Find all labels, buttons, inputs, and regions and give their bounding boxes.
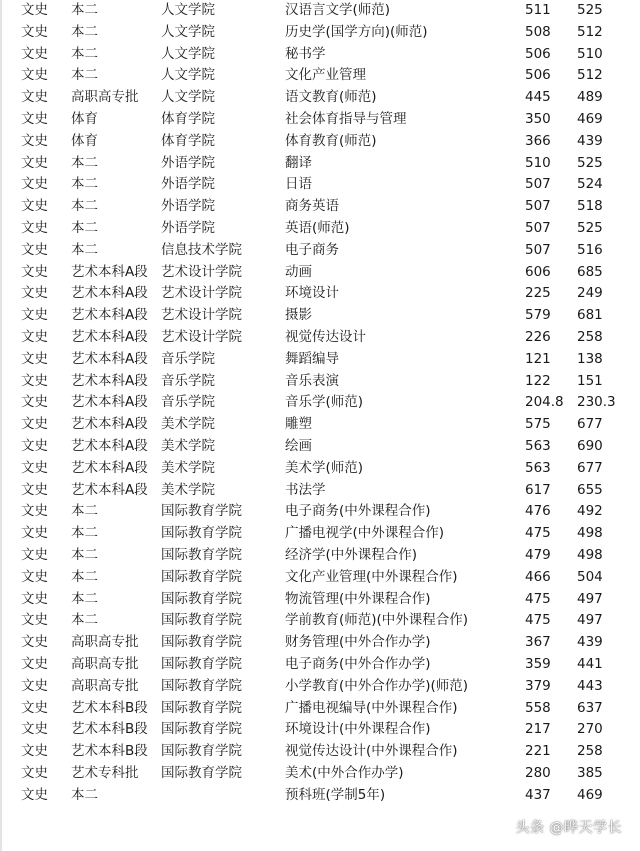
category-cell: 文史 — [21, 437, 48, 454]
batch-cell: 艺术本科A段 — [71, 416, 148, 433]
major-cell: 社会体育指导与管理 — [285, 110, 407, 127]
table-row — [0, 589, 639, 611]
college-cell: 艺术设计学院 — [161, 263, 242, 280]
batch-cell: 本二 — [71, 176, 98, 193]
max-score-cell: 497 — [577, 612, 603, 629]
college-cell: 美术学院 — [161, 416, 215, 433]
batch-cell: 本二 — [71, 23, 98, 40]
table-row — [0, 392, 639, 414]
batch-cell: 本二 — [71, 612, 98, 629]
batch-cell: 高职高专批 — [71, 634, 139, 651]
category-cell: 文史 — [21, 525, 48, 542]
table-row — [0, 109, 639, 131]
min-score-cell: 121 — [525, 350, 551, 367]
min-score-cell: 366 — [525, 132, 551, 149]
college-cell: 艺术设计学院 — [161, 328, 242, 345]
batch-cell: 艺术本科B段 — [71, 721, 148, 738]
max-score-cell: 249 — [577, 285, 603, 302]
college-cell: 人文学院 — [161, 89, 215, 106]
batch-cell: 艺术本科A段 — [71, 481, 148, 498]
min-score-cell: 122 — [525, 372, 551, 389]
min-score-cell: 204.8 — [525, 394, 564, 411]
college-cell: 国际教育学院 — [161, 568, 242, 585]
major-cell: 历史学(国学方向)(师范) — [285, 23, 428, 40]
min-score-cell: 617 — [525, 481, 551, 498]
min-score-cell: 507 — [525, 198, 551, 215]
min-score-cell: 445 — [525, 89, 551, 106]
max-score-cell: 637 — [577, 699, 603, 716]
min-score-cell: 506 — [525, 45, 551, 62]
category-cell: 文史 — [21, 743, 48, 760]
min-score-cell: 475 — [525, 525, 551, 542]
college-cell: 国际教育学院 — [161, 764, 242, 781]
table-row — [0, 349, 639, 371]
table-row — [0, 218, 639, 240]
table-row — [0, 0, 639, 22]
max-score-cell: 230.3 — [577, 394, 616, 411]
table-row — [0, 371, 639, 393]
major-cell: 学前教育(师范)(中外课程合作) — [285, 612, 469, 629]
major-cell: 小学教育(中外合作办学)(师范) — [285, 677, 469, 694]
college-cell: 国际教育学院 — [161, 655, 242, 672]
major-cell: 环境设计 — [285, 285, 339, 302]
table-row — [0, 65, 639, 87]
category-cell: 文史 — [21, 503, 48, 520]
category-cell: 文史 — [21, 634, 48, 651]
max-score-cell: 504 — [577, 568, 603, 585]
batch-cell: 艺术本科A段 — [71, 328, 148, 345]
max-score-cell: 524 — [577, 176, 603, 193]
table-row — [0, 567, 639, 589]
major-cell: 汉语言文学(师范) — [285, 2, 391, 18]
category-cell: 文史 — [21, 328, 48, 345]
category-cell: 文史 — [21, 786, 48, 803]
table-row — [0, 153, 639, 175]
min-score-cell: 563 — [525, 437, 551, 454]
max-score-cell: 525 — [577, 154, 603, 171]
max-score-cell: 469 — [577, 786, 603, 803]
college-cell: 人文学院 — [161, 67, 215, 84]
batch-cell: 艺术本科A段 — [71, 372, 148, 389]
min-score-cell: 579 — [525, 307, 551, 324]
batch-cell: 本二 — [71, 2, 98, 18]
table-row — [0, 698, 639, 720]
table-row — [0, 741, 639, 763]
batch-cell: 高职高专批 — [71, 677, 139, 694]
college-cell: 音乐学院 — [161, 350, 215, 367]
batch-cell: 艺术本科A段 — [71, 263, 148, 280]
major-cell: 书法学 — [285, 481, 326, 498]
college-cell: 艺术设计学院 — [161, 285, 242, 302]
min-score-cell: 507 — [525, 176, 551, 193]
batch-cell: 本二 — [71, 154, 98, 171]
max-score-cell: 489 — [577, 89, 603, 106]
category-cell: 文史 — [21, 176, 48, 193]
college-cell: 音乐学院 — [161, 372, 215, 389]
major-cell: 环境设计(中外课程合作) — [285, 721, 431, 738]
min-score-cell: 475 — [525, 612, 551, 629]
min-score-cell: 367 — [525, 634, 551, 651]
major-cell: 电子商务(中外课程合作) — [285, 503, 431, 520]
min-score-cell: 575 — [525, 416, 551, 433]
min-score-cell: 606 — [525, 263, 551, 280]
major-cell: 摄影 — [285, 307, 312, 324]
min-score-cell: 350 — [525, 110, 551, 127]
min-score-cell: 437 — [525, 786, 551, 803]
college-cell: 音乐学院 — [161, 394, 215, 411]
max-score-cell: 498 — [577, 546, 603, 563]
batch-cell: 艺术本科A段 — [71, 394, 148, 411]
category-cell: 文史 — [21, 546, 48, 563]
category-cell: 文史 — [21, 568, 48, 585]
table-row — [0, 196, 639, 218]
major-cell: 商务英语 — [285, 198, 339, 215]
category-cell: 文史 — [21, 459, 48, 476]
min-score-cell: 507 — [525, 219, 551, 236]
table-row — [0, 87, 639, 109]
batch-cell: 本二 — [71, 503, 98, 520]
category-cell: 文史 — [21, 764, 48, 781]
batch-cell: 艺术本科B段 — [71, 699, 148, 716]
category-cell: 文史 — [21, 241, 48, 258]
major-cell: 音乐表演 — [285, 372, 339, 389]
table-row — [0, 283, 639, 305]
category-cell: 文史 — [21, 263, 48, 280]
category-cell: 文史 — [21, 154, 48, 171]
max-score-cell: 498 — [577, 525, 603, 542]
min-score-cell: 476 — [525, 503, 551, 520]
min-score-cell: 221 — [525, 743, 551, 760]
college-cell: 国际教育学院 — [161, 634, 242, 651]
min-score-cell: 359 — [525, 655, 551, 672]
college-cell: 美术学院 — [161, 481, 215, 498]
college-cell: 美术学院 — [161, 437, 215, 454]
college-cell: 国际教育学院 — [161, 699, 242, 716]
table-row — [0, 22, 639, 44]
min-score-cell: 280 — [525, 764, 551, 781]
batch-cell: 本二 — [71, 241, 98, 258]
max-score-cell: 492 — [577, 503, 603, 520]
batch-cell: 高职高专批 — [71, 89, 139, 106]
batch-cell: 艺术本科A段 — [71, 350, 148, 367]
table-row — [0, 719, 639, 741]
category-cell: 文史 — [21, 23, 48, 40]
college-cell: 体育学院 — [161, 132, 215, 149]
max-score-cell: 525 — [577, 2, 603, 18]
max-score-cell: 441 — [577, 655, 603, 672]
college-cell: 外语学院 — [161, 219, 215, 236]
max-score-cell: 439 — [577, 132, 603, 149]
category-cell: 文史 — [21, 45, 48, 62]
college-cell: 美术学院 — [161, 459, 215, 476]
max-score-cell: 655 — [577, 481, 603, 498]
major-cell: 舞蹈编导 — [285, 350, 339, 367]
college-cell: 人文学院 — [161, 2, 215, 18]
batch-cell: 艺术本科A段 — [71, 459, 148, 476]
college-cell: 国际教育学院 — [161, 590, 242, 607]
college-cell: 外语学院 — [161, 154, 215, 171]
college-cell: 人文学院 — [161, 45, 215, 62]
min-score-cell: 379 — [525, 677, 551, 694]
major-cell: 日语 — [285, 176, 312, 193]
college-cell: 国际教育学院 — [161, 503, 242, 520]
max-score-cell: 439 — [577, 634, 603, 651]
category-cell: 文史 — [21, 132, 48, 149]
major-cell: 电子商务(中外合作办学) — [285, 655, 431, 672]
max-score-cell: 512 — [577, 67, 603, 84]
category-cell: 文史 — [21, 307, 48, 324]
college-cell: 国际教育学院 — [161, 743, 242, 760]
major-cell: 视觉传达设计(中外课程合作) — [285, 743, 458, 760]
table-row — [0, 305, 639, 327]
max-score-cell: 270 — [577, 721, 603, 738]
batch-cell: 本二 — [71, 45, 98, 62]
table-row — [0, 174, 639, 196]
category-cell: 文史 — [21, 219, 48, 236]
college-cell: 国际教育学院 — [161, 546, 242, 563]
min-score-cell: 508 — [525, 23, 551, 40]
table-row — [0, 654, 639, 676]
college-cell: 国际教育学院 — [161, 612, 242, 629]
college-cell: 艺术设计学院 — [161, 307, 242, 324]
category-cell: 文史 — [21, 2, 48, 18]
max-score-cell: 258 — [577, 328, 603, 345]
category-cell: 文史 — [21, 416, 48, 433]
table-row — [0, 480, 639, 502]
category-cell: 文史 — [21, 285, 48, 302]
college-cell: 国际教育学院 — [161, 525, 242, 542]
max-score-cell: 525 — [577, 219, 603, 236]
category-cell: 文史 — [21, 89, 48, 106]
min-score-cell: 510 — [525, 154, 551, 171]
max-score-cell: 516 — [577, 241, 603, 258]
category-cell: 文史 — [21, 590, 48, 607]
batch-cell: 艺术本科A段 — [71, 285, 148, 302]
min-score-cell: 507 — [525, 241, 551, 258]
table-row — [0, 501, 639, 523]
table-row — [0, 545, 639, 567]
batch-cell: 本二 — [71, 219, 98, 236]
batch-cell: 本二 — [71, 67, 98, 84]
major-cell: 广播电视编导(中外课程合作) — [285, 699, 458, 716]
max-score-cell: 443 — [577, 677, 603, 694]
major-cell: 文化产业管理(中外课程合作) — [285, 568, 458, 585]
max-score-cell: 510 — [577, 45, 603, 62]
major-cell: 雕塑 — [285, 416, 312, 433]
category-cell: 文史 — [21, 350, 48, 367]
table-row — [0, 458, 639, 480]
max-score-cell: 685 — [577, 263, 603, 280]
max-score-cell: 469 — [577, 110, 603, 127]
min-score-cell: 466 — [525, 568, 551, 585]
table-row — [0, 327, 639, 349]
category-cell: 文史 — [21, 110, 48, 127]
table-row — [0, 523, 639, 545]
major-cell: 翻译 — [285, 154, 312, 171]
college-cell: 国际教育学院 — [161, 721, 242, 738]
table-row — [0, 436, 639, 458]
batch-cell: 本二 — [71, 525, 98, 542]
max-score-cell: 677 — [577, 416, 603, 433]
batch-cell: 本二 — [71, 590, 98, 607]
batch-cell: 艺术本科B段 — [71, 743, 148, 760]
major-cell: 预科班(学制5年) — [285, 786, 386, 803]
major-cell: 财务管理(中外合作办学) — [285, 634, 431, 651]
college-cell: 国际教育学院 — [161, 677, 242, 694]
college-cell: 外语学院 — [161, 176, 215, 193]
max-score-cell: 677 — [577, 459, 603, 476]
batch-cell: 艺术本科A段 — [71, 437, 148, 454]
batch-cell: 体育 — [71, 132, 98, 149]
min-score-cell: 563 — [525, 459, 551, 476]
category-cell: 文史 — [21, 721, 48, 738]
batch-cell: 本二 — [71, 786, 98, 803]
batch-cell: 艺术专科批 — [71, 764, 139, 781]
category-cell: 文史 — [21, 655, 48, 672]
major-cell: 秘书学 — [285, 45, 326, 62]
max-score-cell: 385 — [577, 764, 603, 781]
major-cell: 体育教育(师范) — [285, 132, 377, 149]
max-score-cell: 681 — [577, 307, 603, 324]
max-score-cell: 497 — [577, 590, 603, 607]
min-score-cell: 511 — [525, 2, 551, 18]
category-cell: 文史 — [21, 372, 48, 389]
category-cell: 文史 — [21, 612, 48, 629]
max-score-cell: 690 — [577, 437, 603, 454]
category-cell: 文史 — [21, 394, 48, 411]
major-cell: 电子商务 — [285, 241, 339, 258]
category-cell: 文史 — [21, 677, 48, 694]
table-row — [0, 131, 639, 153]
batch-cell: 本二 — [71, 198, 98, 215]
batch-cell: 本二 — [71, 546, 98, 563]
max-score-cell: 258 — [577, 743, 603, 760]
max-score-cell: 138 — [577, 350, 603, 367]
min-score-cell: 475 — [525, 590, 551, 607]
table-row — [0, 676, 639, 698]
batch-cell: 艺术本科A段 — [71, 307, 148, 324]
min-score-cell: 506 — [525, 67, 551, 84]
major-cell: 美术学(师范) — [285, 459, 364, 476]
min-score-cell: 225 — [525, 285, 551, 302]
min-score-cell: 226 — [525, 328, 551, 345]
table-row — [0, 632, 639, 654]
major-cell: 经济学(中外课程合作) — [285, 546, 418, 563]
major-cell: 美术(中外合作办学) — [285, 764, 404, 781]
college-cell: 信息技术学院 — [161, 241, 242, 258]
major-cell: 绘画 — [285, 437, 312, 454]
major-cell: 音乐学(师范) — [285, 394, 364, 411]
max-score-cell: 518 — [577, 198, 603, 215]
table-row — [0, 262, 639, 284]
watermark-text: 头条 @晔天学长 — [515, 820, 622, 836]
major-cell: 语文教育(师范) — [285, 89, 377, 106]
table-row — [0, 44, 639, 66]
table-row — [0, 763, 639, 785]
college-cell: 人文学院 — [161, 23, 215, 40]
major-cell: 物流管理(中外课程合作) — [285, 590, 431, 607]
table-row — [0, 610, 639, 632]
batch-cell: 本二 — [71, 568, 98, 585]
college-cell: 外语学院 — [161, 198, 215, 215]
major-cell: 广播电视学(中外课程合作) — [285, 525, 445, 542]
max-score-cell: 512 — [577, 23, 603, 40]
max-score-cell: 151 — [577, 372, 603, 389]
category-cell: 文史 — [21, 481, 48, 498]
category-cell: 文史 — [21, 67, 48, 84]
major-cell: 动画 — [285, 263, 312, 280]
batch-cell: 体育 — [71, 110, 98, 127]
major-cell: 英语(师范) — [285, 219, 350, 236]
college-cell — [161, 785, 285, 807]
table-row — [0, 785, 639, 807]
min-score-cell: 217 — [525, 721, 551, 738]
major-cell: 文化产业管理 — [285, 67, 366, 84]
table-row — [0, 414, 639, 436]
batch-cell: 高职高专批 — [71, 655, 139, 672]
major-cell: 视觉传达设计 — [285, 328, 366, 345]
table-row — [0, 240, 639, 262]
min-score-cell: 558 — [525, 699, 551, 716]
min-score-cell: 479 — [525, 546, 551, 563]
category-cell: 文史 — [21, 699, 48, 716]
college-cell: 体育学院 — [161, 110, 215, 127]
category-cell: 文史 — [21, 198, 48, 215]
